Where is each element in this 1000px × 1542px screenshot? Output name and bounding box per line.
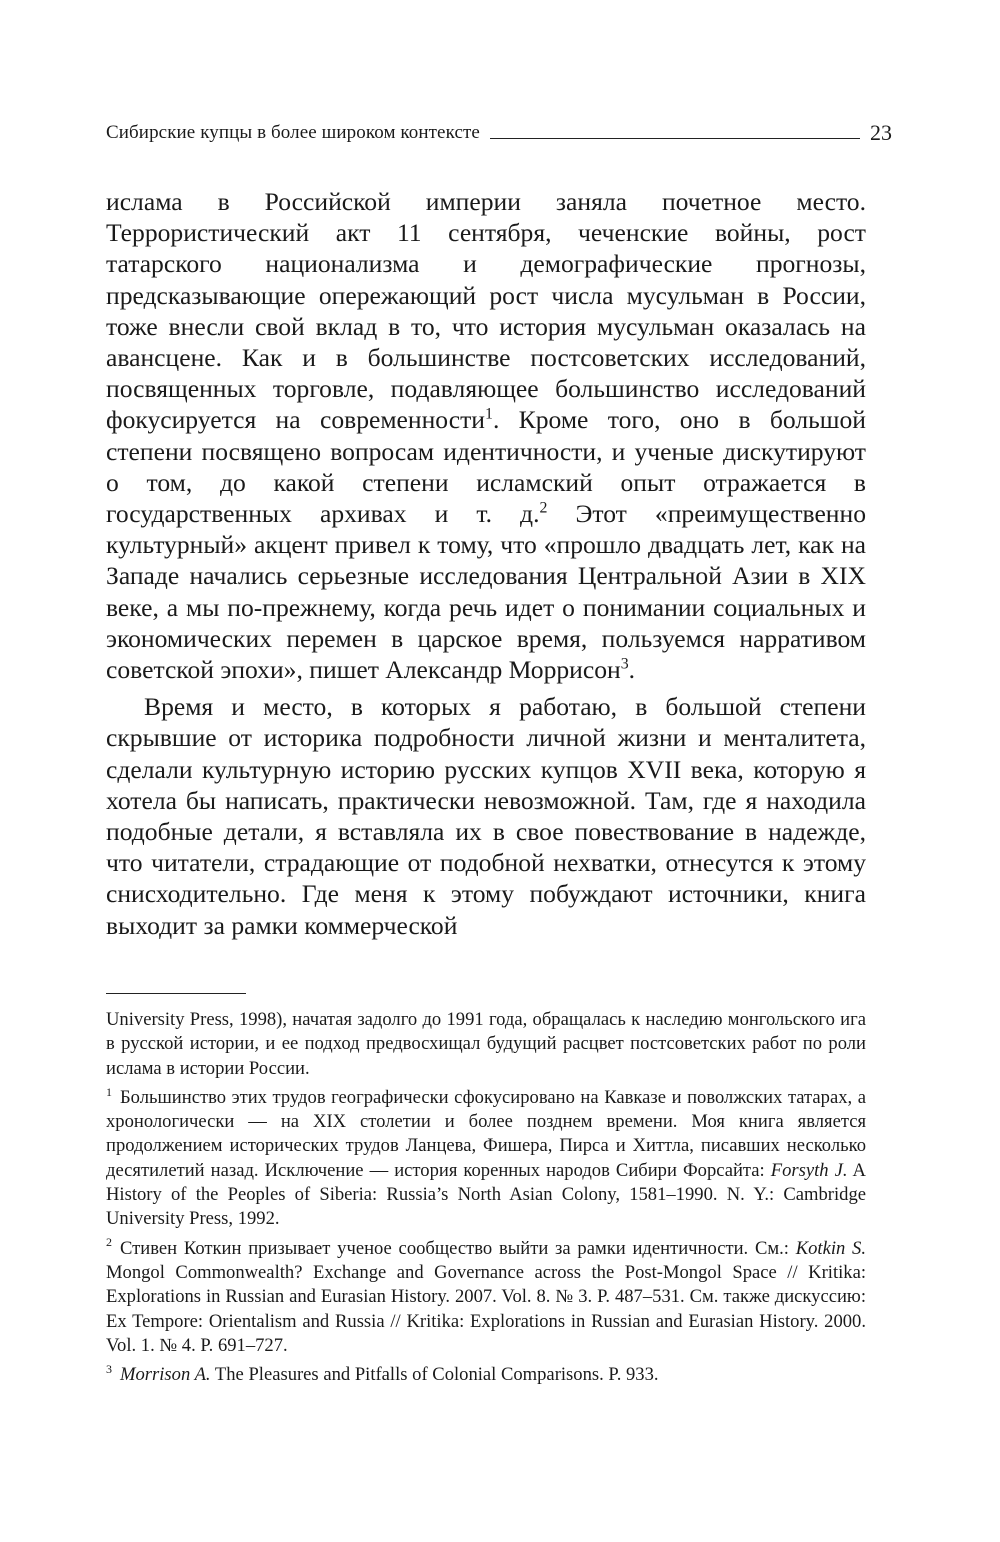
body-text	[106, 186, 866, 941]
running-header	[106, 122, 892, 144]
footnote-rule	[106, 993, 246, 994]
paragraph-1-part-c: Этот «преимущественно культурный» акцент привел к тому, что «прошло двадцать лет, как на Западе начались серьезные исследования Центральной Азии в XIX веке, а мы по-прежнему, когда речь идет о понимании социальных и экономических перемен в царское время, пользуемся нарративом советской эпохи», пишет Александр Моррисон	[106, 499, 867, 685]
footnote-3-mark: 3	[106, 1361, 112, 1376]
paragraph-1-part-b: . Кроме того, оно в большой степени посвящено вопросам идентичности, и ученые дискутируют о том, до какой степени исламский опыт отражается в государственных архивах и т. д.	[106, 405, 867, 529]
footnote-3	[106, 1363, 866, 1387]
running-title: Сибирские купцы в более широком контексте	[106, 122, 480, 143]
paragraph-2: Время и место, в которых я работаю, в большой степени скрывшие от историка подробности личной жизни и менталитета, сделали культурную историю русских купцов XVII века, которую я хотела бы написать, практически невозможной. Там, где я находила подобные детали, я вставляла их в свое повествование в надежде, что читатели, страдающие от подобной нехватки, отнесутся к этому снисходительно. Где меня к этому побуждают источники, книга выходит за рамки коммерческой	[106, 692, 866, 940]
footnote-1-author: Forsyth J.	[770, 1159, 848, 1181]
footnote-ref-2[interactable]: 2	[539, 499, 548, 517]
footnote-3-author: Morrison A.	[120, 1364, 211, 1386]
footnote-2-author: Kotkin S.	[795, 1237, 866, 1259]
footnote-ref-1[interactable]: 1	[485, 405, 493, 423]
footnote-1-text-b: A History of the Peoples of Siberia: Russia’s North Asian Colony, 1581–1990. N. Y.: Cambridge University Press, 1992.	[106, 1159, 866, 1230]
footnote-ref-3[interactable]: 3	[620, 655, 629, 673]
page-number: 23	[870, 120, 892, 145]
footnote-continuation: University Press, 1998), начатая задолго до 1991 года, обращалась к наследию монгольского ига в русской истории, и ее подход предвосхищал будущий расцвет постсоветских работ по роли ислама в истории России.	[106, 1009, 866, 1079]
paragraph-1-part-a: ислама в Российской империи заняла почетное место. Террористический акт 11 сентября, чеченские войны, рост татарского национализма и демографические прогнозы, предсказывающие опережающий рост числа мусульман в России, тоже внесли свой вклад в то, что история мусульман оказалась на авансцене. Как и в большинстве постсоветских исследований, посвященных торговле, подавляющее большинство исследований фокусируется на современности	[106, 187, 866, 435]
footnote-2-text-b: Mongol Commonwealth? Exchange and Governance across the Post-Mongol Space // Kritika: Explorations in Russian and Eurasian History. 2007. Vol. 8. № 3. P. 487–531. См. также дискуссию: Ex Tempore: Orientalism and Russia // Kritika: Explorations in Russian and Eurasian History. 2000. Vol. 1. № 4. P. 691–727.	[106, 1261, 866, 1356]
footnote-1-mark: 1	[106, 1084, 112, 1099]
header-rule	[490, 138, 860, 139]
footnote-2-mark: 2	[106, 1235, 112, 1250]
paragraph-1	[106, 186, 866, 685]
footnote-3-text-b: The Pleasures and Pitfalls of Colonial Comparisons. P. 933.	[210, 1364, 659, 1386]
footnotes	[106, 1008, 866, 1392]
footnote-1-text-a: Большинство этих трудов географически сфокусировано на Кавказе и поволжских татарах, а хронологически — на XIX столетии и более позднем времени. Моя книга является продолжением исторических трудов Ланцева, Фишера, Пирса и Хиттла, писавших несколько десятилетий назад. Исключение — история коренных народов Сибири Форсайта:	[106, 1086, 866, 1181]
paragraph-1-end: .	[628, 655, 636, 685]
footnote-1	[106, 1086, 866, 1232]
footnote-2-text-a: Стивен Коткин призывает ученое сообщество выйти за рамки идентичности. См.:	[120, 1237, 796, 1259]
footnote-2	[106, 1237, 866, 1358]
